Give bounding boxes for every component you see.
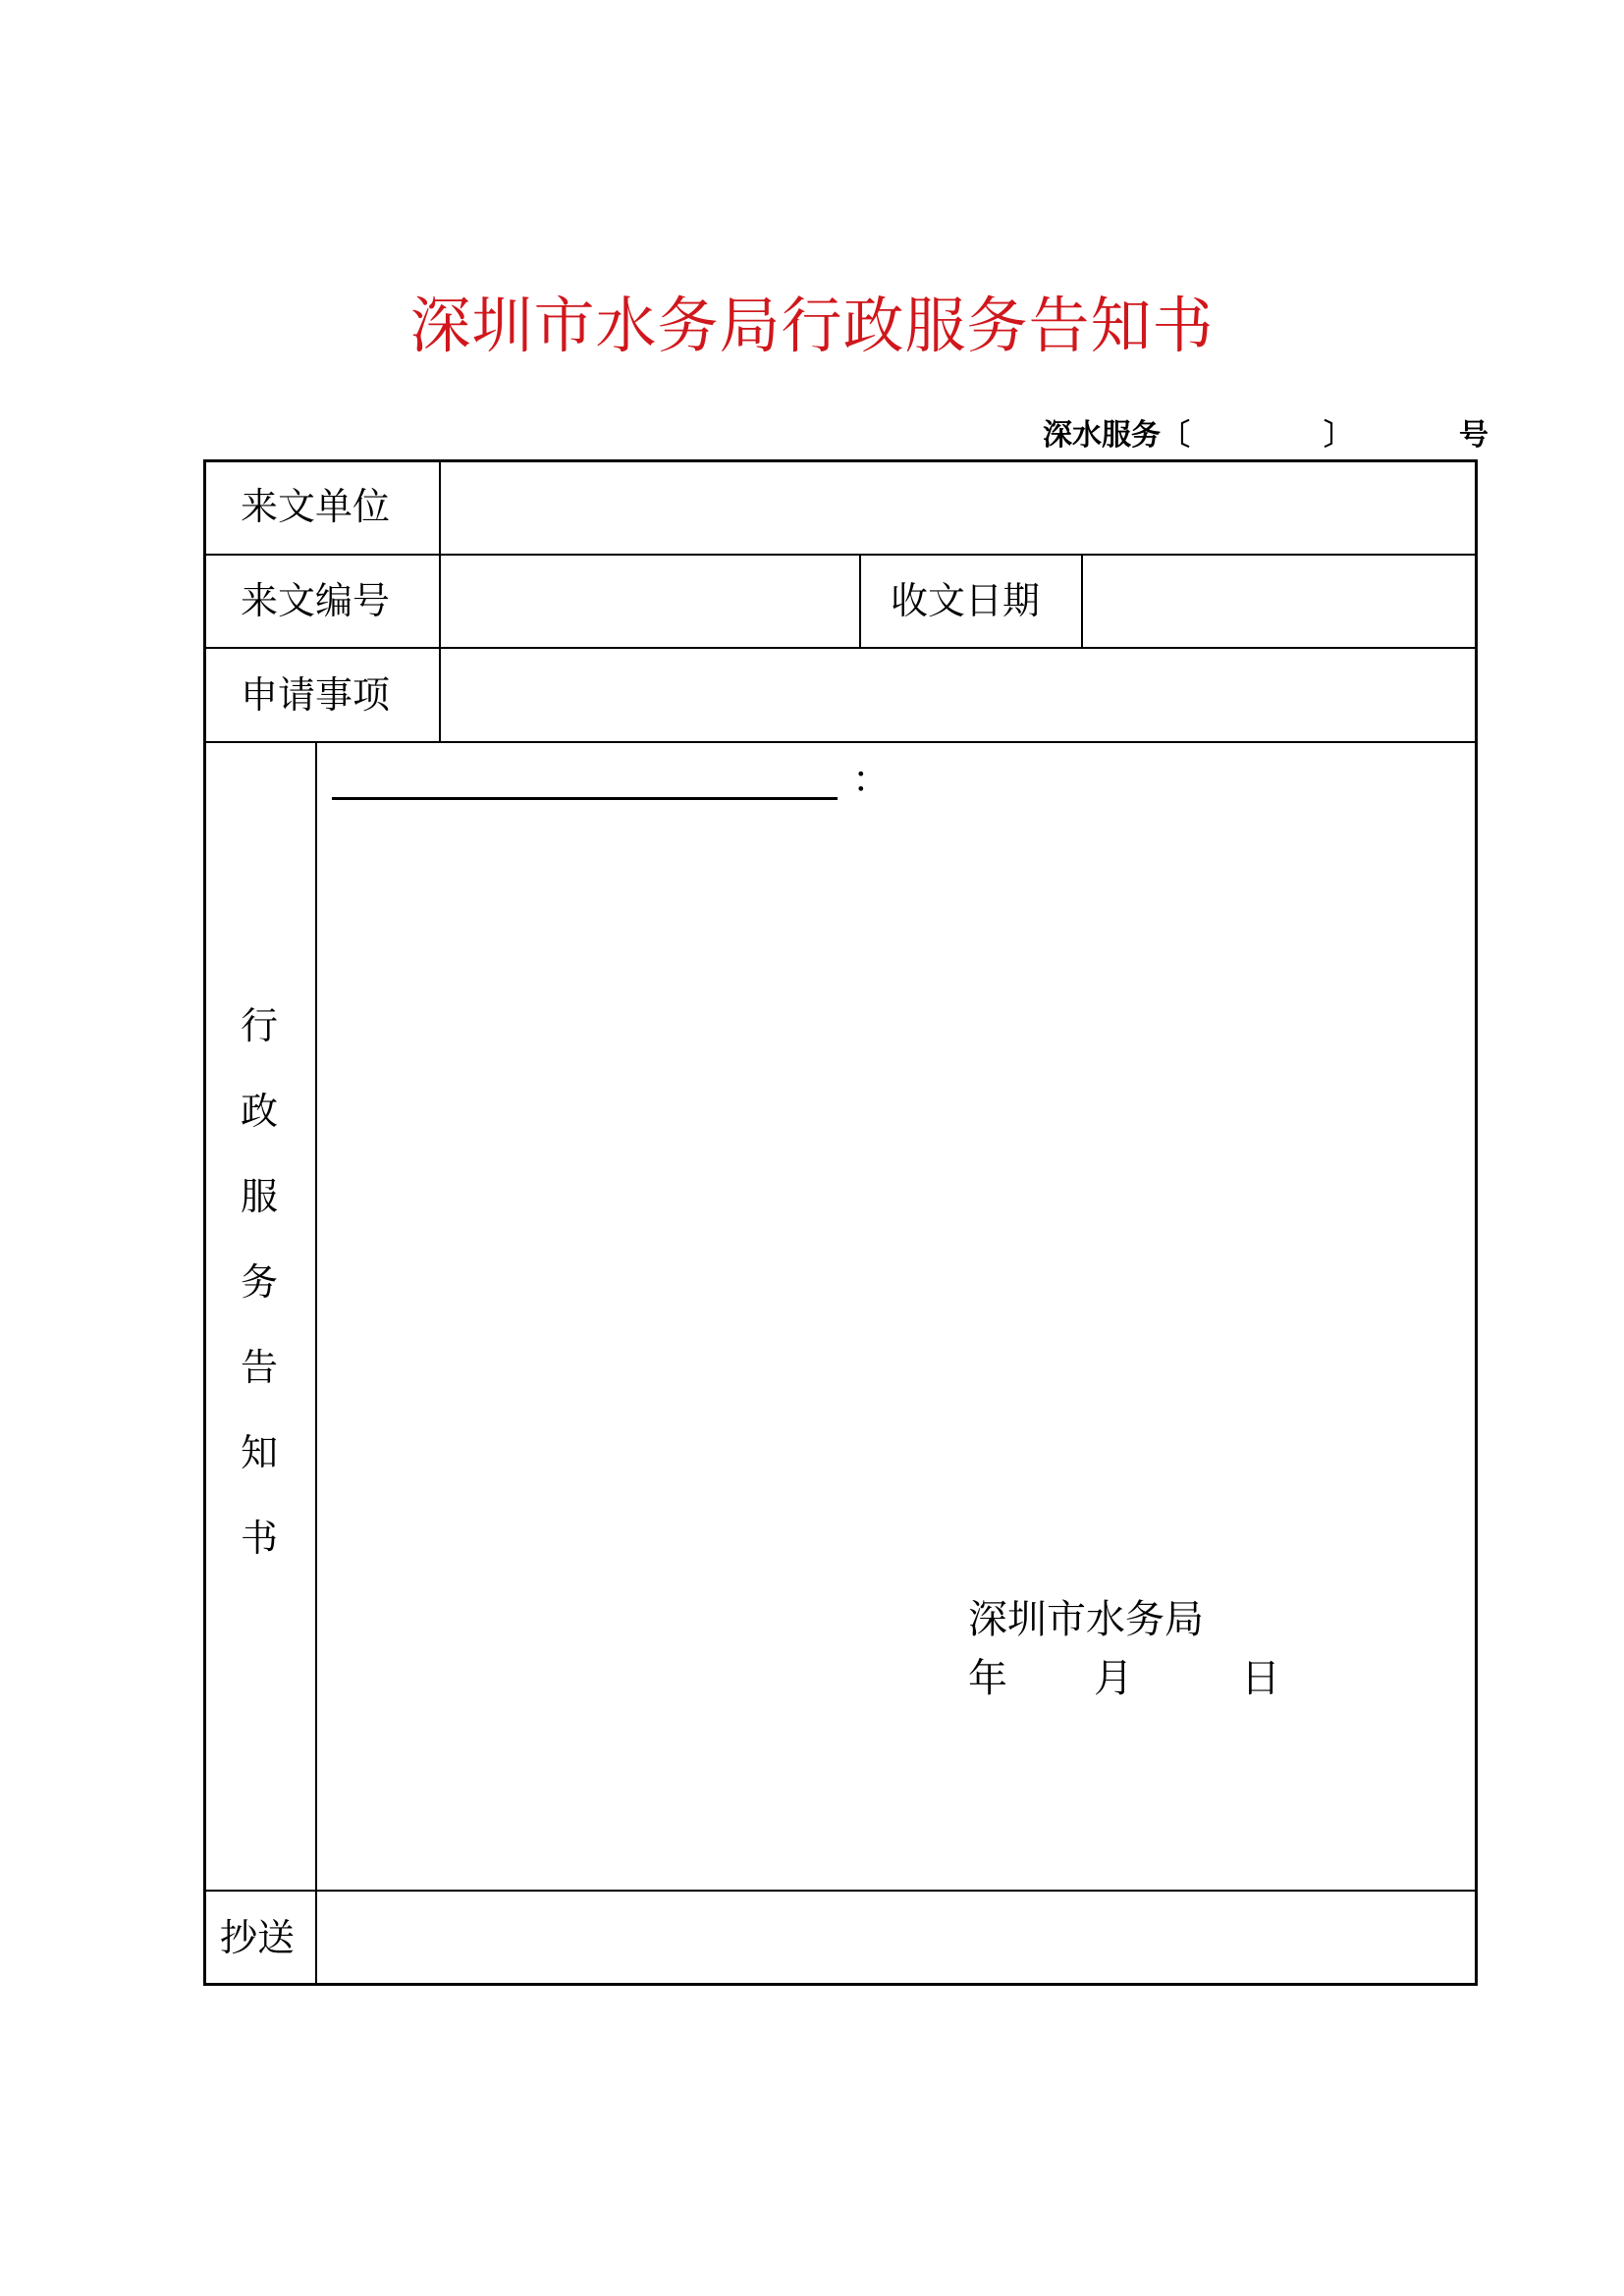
document-number-field[interactable] xyxy=(442,557,856,645)
row-divider xyxy=(203,554,1478,556)
signature-issuer: 深圳市水务局 xyxy=(968,1597,1204,1642)
notice-section-label xyxy=(240,984,279,1581)
document-number-prefix: 深水服务〔 xyxy=(1043,418,1190,453)
document-title: 深圳市水务局行政服务告知书 xyxy=(409,290,1215,361)
notice-label-char: 政 xyxy=(240,1090,278,1133)
date-month-label: 月 xyxy=(1094,1656,1133,1701)
notice-label-char: 知 xyxy=(240,1431,278,1474)
column-divider xyxy=(859,554,861,647)
column-divider xyxy=(1081,554,1083,647)
document-number xyxy=(1043,416,1489,455)
receipt-date-field[interactable] xyxy=(1084,557,1473,645)
notice-label-char: 服 xyxy=(240,1175,278,1218)
date-day-label: 日 xyxy=(1241,1656,1280,1701)
cc-field[interactable] xyxy=(320,1894,1473,1982)
addressee-blank-line[interactable] xyxy=(332,797,838,800)
column-divider xyxy=(315,741,317,1986)
document-number-bracket-close: 〕 xyxy=(1324,418,1353,453)
application-item-label: 申请事项 xyxy=(241,673,391,717)
addressee-colon: ： xyxy=(852,758,891,801)
document-number-suffix: 号 xyxy=(1459,418,1489,453)
notice-body-field[interactable] xyxy=(324,815,1468,1580)
date-year-label: 年 xyxy=(968,1656,1007,1701)
row-divider xyxy=(203,647,1478,649)
notice-label-char: 行 xyxy=(240,1004,278,1047)
issuing-unit-field[interactable] xyxy=(442,463,1473,552)
receipt-date-label: 收文日期 xyxy=(891,579,1041,622)
cc-label: 抄送 xyxy=(220,1916,296,1959)
signature-date xyxy=(968,1653,1280,1704)
issuing-unit-label: 来文单位 xyxy=(241,485,391,528)
notice-label-char: 告 xyxy=(240,1346,278,1389)
application-item-field[interactable] xyxy=(442,650,1473,739)
row-divider xyxy=(203,1890,1478,1892)
notice-label-char: 书 xyxy=(240,1517,278,1560)
row-divider xyxy=(203,741,1478,743)
document-number-label: 来文编号 xyxy=(241,579,391,622)
notice-label-char: 务 xyxy=(240,1260,278,1304)
column-divider xyxy=(439,459,441,741)
